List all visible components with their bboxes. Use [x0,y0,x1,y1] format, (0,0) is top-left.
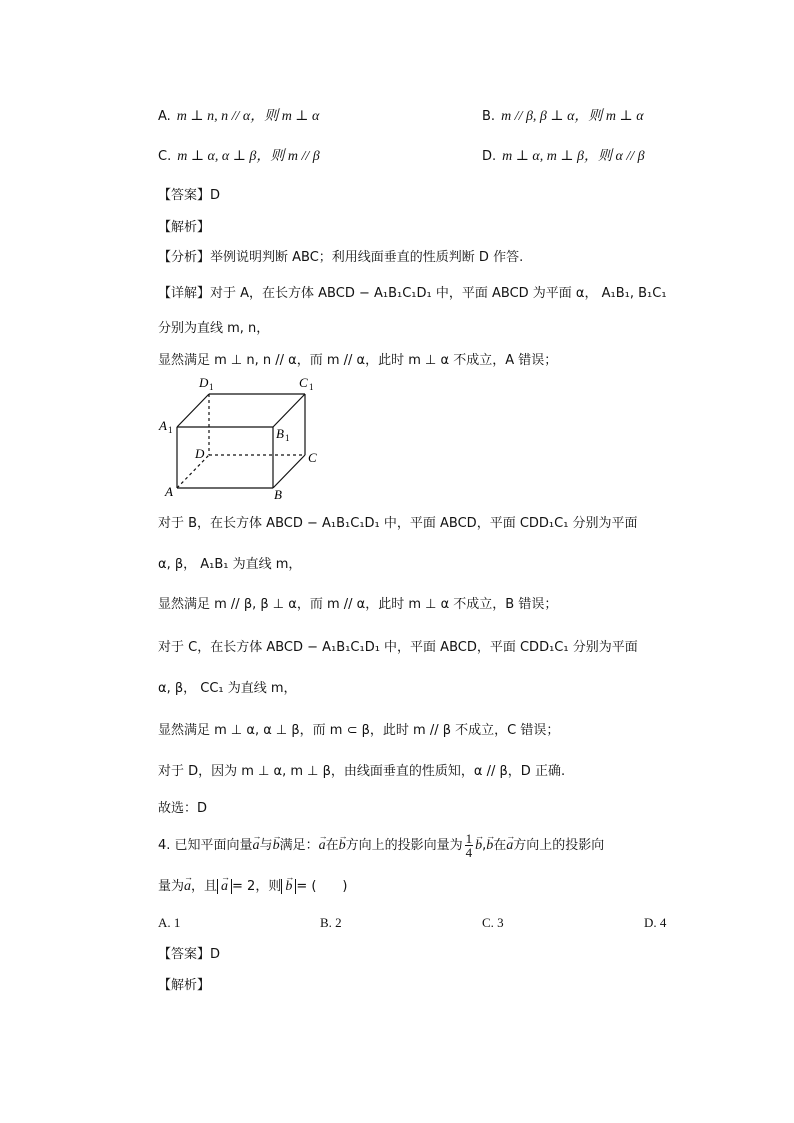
q4-stem-part2: 满足： [279,838,319,853]
vector-b-3: → b [475,832,482,860]
vector-a: → a [253,832,260,860]
abs-vector-b [281,879,296,894]
analysis-header-q3: 【解析】 [158,220,211,235]
vector-a-abs: → a [221,876,228,898]
label-c1: C [299,375,308,390]
option-a-text: m ⊥ n, n // α，则 m ⊥ α [176,109,320,124]
q4-option-c: C. 3 [482,915,504,930]
detail-b-line3: 显然满足 m // β, β ⊥ α，而 m // α，此时 m ⊥ α 不成立，B 错误； [158,597,558,612]
option-b [482,108,644,126]
option-d-text: m ⊥ α, m ⊥ β，则 α // β [502,149,645,164]
analysis-header-q4: 【解析】 [158,978,211,993]
abs-vector-a [217,879,232,894]
label-b1-sub: 1 [285,433,290,443]
option-c-text: m ⊥ α, α ⊥ β，则 m // β [177,149,320,164]
answer-q3: 【答案】D [158,188,221,203]
q4-stem-part7: 方向上的投影向 [513,838,605,853]
q4-option-d: D. 4 [644,915,667,930]
q4-stem-line2 [158,876,348,898]
q4-stem-part6: 在 [493,838,507,853]
vector-b-abs: → b [285,876,292,898]
detail-d-line1: 对于 D，因为 m ⊥ α, m ⊥ β，由线面垂直的性质知，α // β，D 正确. [158,764,566,779]
detail-c-line1: 对于 C，在长方体 ABCD − A₁B₁C₁D₁ 中，平面 ABCD，平面 CDD₁C₁ 分别为平面 [158,640,638,655]
choice-q3: 故选：D [158,801,208,816]
detail-c-line2: α, β， CC₁ 为直线 m， [158,681,297,696]
label-a: A [165,484,173,499]
label-c1-sub: 1 [309,382,314,392]
q4-stem-part3: 在 [325,838,339,853]
q4-stem-part1: 4. 已知平面向量 [158,838,253,853]
option-d [482,148,645,166]
q4-line2-part2: ，且 [191,879,218,894]
label-a1-sub: 1 [168,425,173,435]
vector-a-2: → a [319,832,326,860]
label-d: D [195,446,205,461]
detail-b-line1: 对于 B，在长方体 ABCD − A₁B₁C₁D₁ 中，平面 ABCD，平面 CDD₁C₁ 分别为平面 [158,516,638,531]
option-d-label: D. [482,149,497,164]
q4-option-b: B. 2 [320,915,342,930]
q4-line2-part1: 量为 [158,879,185,894]
option-a-label: A. [158,109,171,124]
fraction-denominator: 4 [465,845,473,860]
q4-abs-a-value: = 2，则 [232,879,282,894]
vector-a-3: → a [506,832,513,860]
answer-q4: 【答案】D [158,947,221,962]
q4-with: 与 [259,838,273,853]
q4-stem-part4: 方向上的投影向量为 [345,838,463,853]
edge-a1d1 [177,394,209,427]
vector-b-2: → b [339,832,346,860]
label-d1-sub: 1 [209,382,214,392]
q4-stem-line1 [158,832,604,860]
cuboid-figure [155,372,335,502]
detail-a-line1: 【详解】对于 A，在长方体 ABCD − A₁B₁C₁D₁ 中，平面 ABCD 为平面 α， A₁B₁, B₁C₁ [158,286,667,301]
analysis-summary-q3: 【分析】举例说明判断 ABC；利用线面垂直的性质判断 D 作答. [158,250,524,265]
fraction-numerator: 1 [465,831,473,846]
label-b1: B [276,426,284,441]
detail-a-line3: 显然满足 m ⊥ n, n // α，而 m // α，此时 m ⊥ α 不成立，A 错误； [158,353,558,368]
option-c [158,148,320,166]
label-b: B [274,487,282,502]
q4-stem-part5: , [482,838,487,853]
option-a [158,108,319,126]
label-c: C [308,450,317,465]
option-c-label: C. [158,149,172,164]
edge-bc [273,455,305,488]
detail-b-line2: α, β， A₁B₁ 为直线 m， [158,557,302,572]
edge-b1c1 [273,394,305,427]
detail-c-line3: 显然满足 m ⊥ α, α ⊥ β，而 m ⊂ β，此时 m // β 不成立，C 错误； [158,723,560,738]
q4-abs-b-end: = ( ) [296,879,348,894]
detail-a-line2: 分别为直线 m, n， [158,321,270,336]
vector-b: → b [273,832,280,860]
label-d1: D [199,375,209,390]
option-b-label: B. [482,109,496,124]
label-a1: A [159,418,167,433]
vector-b-4: → b [486,832,493,860]
q4-option-a: A. 1 [158,915,181,930]
fraction-one-quarter [465,832,474,859]
option-b-text: m // β, β ⊥ α，则 m ⊥ α [501,109,644,124]
vector-a-4: → a [184,876,191,898]
